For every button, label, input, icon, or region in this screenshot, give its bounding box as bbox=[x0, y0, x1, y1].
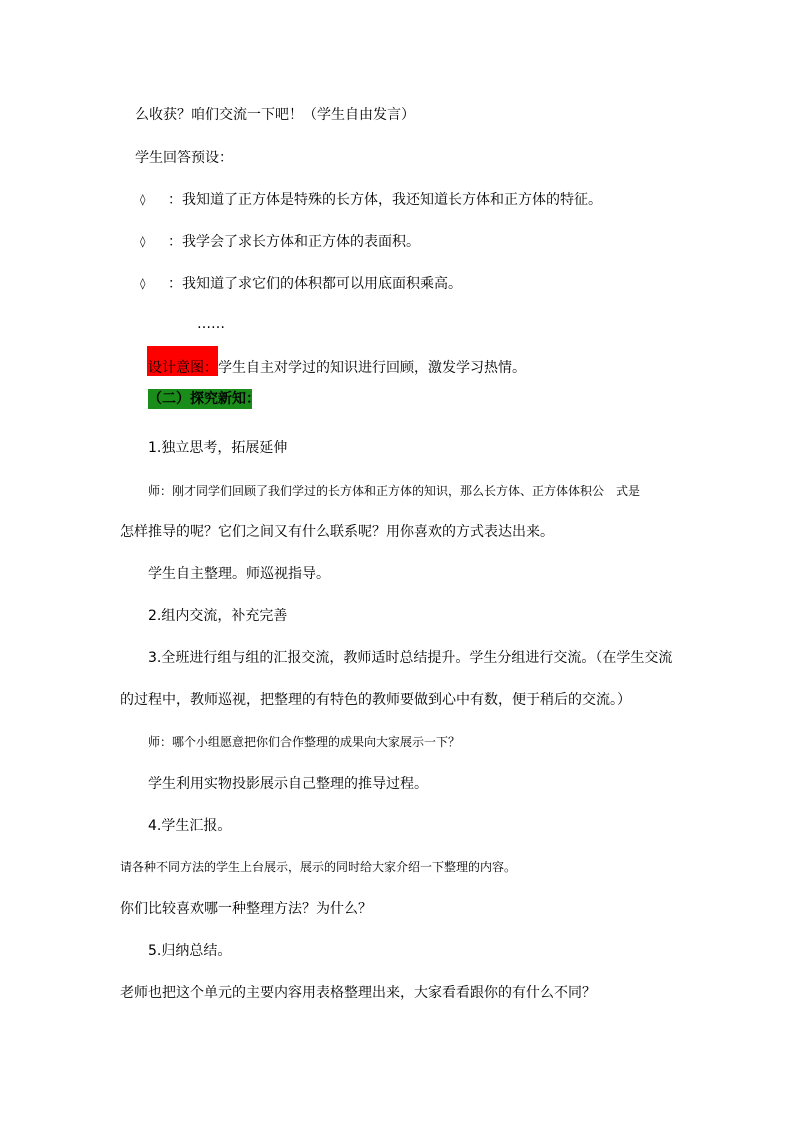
question: 你们比较喜欢哪一种整理方法？为什么？ bbox=[120, 901, 372, 917]
section-heading: （二）探究新知： bbox=[148, 391, 260, 407]
paragraph-answer-preview: 学生回答预设： bbox=[135, 150, 233, 166]
ellipsis: …… bbox=[197, 316, 225, 332]
design-intent-label: 设计意图： bbox=[148, 360, 218, 376]
invite-students: 请各种不同方法的学生上台展示，展示的同时给大家介绍一下整理的内容。 bbox=[120, 860, 517, 874]
paragraph-intro: 么收获？咱们交流一下吧！（学生自由发言） bbox=[135, 107, 415, 123]
step-2: 2.组内交流，补充完善 bbox=[148, 608, 288, 624]
step-5: 5.归纳总结。 bbox=[148, 943, 232, 959]
teacher-prompt-2: 师：哪个小组愿意把你们合作整理的成果向大家展示一下？ bbox=[148, 735, 461, 749]
design-intent-text: 学生自主对学过的知识进行回顾，激发学习热情。 bbox=[218, 360, 526, 376]
teacher-prompt-line-2: 怎样推导的呢？它们之间又有什么联系呢？用你喜欢的方式表达出来。 bbox=[120, 524, 554, 540]
student-activity-1: 学生自主整理。师巡视指导。 bbox=[148, 566, 330, 582]
final-paragraph: 老师也把这个单元的主要内容用表格整理出来，大家看看跟你的有什么不同？ bbox=[120, 985, 596, 1001]
bullet-marker-3: ◊ bbox=[140, 277, 146, 290]
bullet-text-2: ：我学会了求长方体和正方体的表面积。 bbox=[168, 234, 420, 250]
bullet-text-1: ：我知道了正方体是特殊的长方体，我还知道长方体和正方体的特征。 bbox=[168, 192, 602, 208]
student-activity-2: 学生利用实物投影展示自己整理的推导过程。 bbox=[148, 776, 428, 792]
bullet-text-3: ：我知道了求它们的体积都可以用底面积乘高。 bbox=[168, 276, 462, 292]
bullet-marker-1: ◊ bbox=[140, 193, 146, 206]
teacher-prompt-line-1: 师：刚才同学们回顾了我们学过的长方体和正方体的知识，那么长方体、正方体体积公 式是 bbox=[148, 484, 641, 498]
bullet-marker-2: ◊ bbox=[140, 235, 146, 248]
step-3-line-2: 的过程中，教师巡视，把整理的有特色的教师要做到心中有数，便于稍后的交流。） bbox=[120, 692, 631, 708]
step-4: 4.学生汇报。 bbox=[148, 818, 232, 834]
step-3-line-1: 3.全班进行组与组的汇报交流，教师适时总结提升。学生分组进行交流。（在学生交流 bbox=[148, 650, 673, 666]
step-1: 1.独立思考，拓展延伸 bbox=[148, 440, 288, 456]
